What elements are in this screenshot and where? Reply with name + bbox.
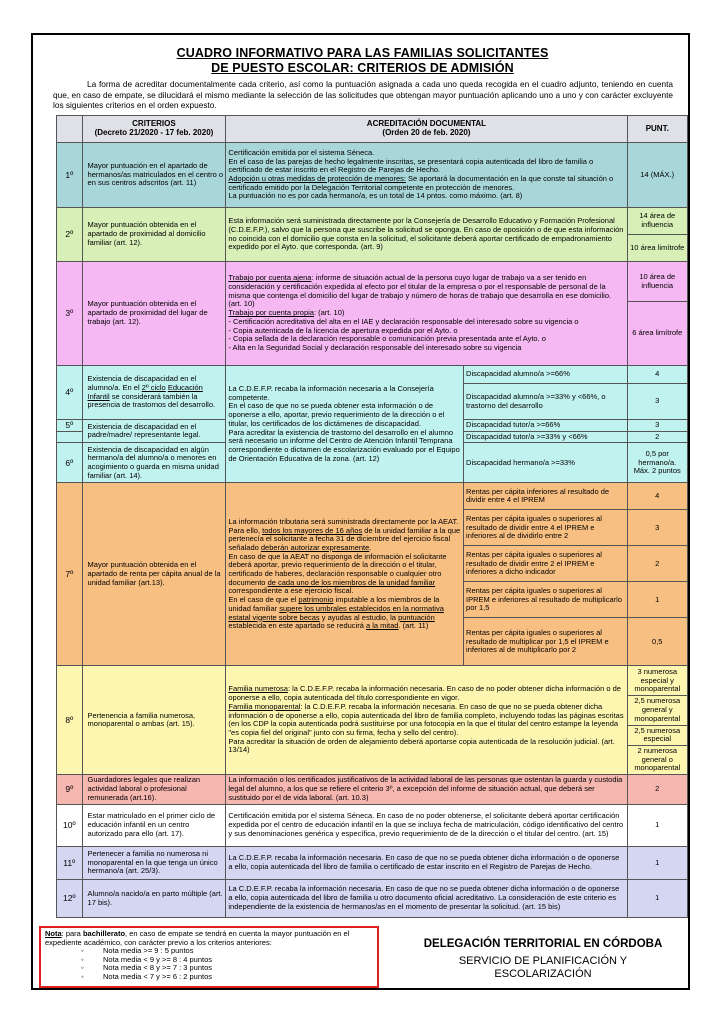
criteria-table xyxy=(56,115,688,918)
criterio-text: Estar matriculado en el primer ciclo de educación infantil en un centro autorizado para ello (art. 17). xyxy=(82,805,226,847)
acreditacion-text: Trabajo por cuenta ajena: informe de situación actual de la persona cuyo lugar de trabajo va a ser tenido en consideración y certificación expedida al efecto por el titular de la empresa o por el responsable de personal de la misma que contenga el domicilio del lugar de trabajo y número de horas de trabajo que desarrolla en ese domicilio. (art. 10) Trabajo por cuenta propia: (art. 10) - Certificación acreditativa del alta en el IAE y declaración responsable del interesado sobre su vigencia o - Copia autenticada de la licencia de apertura expedida por el Ayto. o - Copia sellada de la declaración responsable o comunicación previa presentada ante el Ayto. o - Alta en la Seguridad Social y declaración responsable del interesado sobre su vigencia xyxy=(226,262,627,366)
punt-value: 0,5 por hermano/a. Máx. 2 puntos xyxy=(627,443,688,483)
header-acreditacion: ACREDITACIÓN DOCUMENTAL (Orden 20 de feb. 2020) xyxy=(226,116,627,143)
punt-value: 3 numerosa especial y monoparental xyxy=(627,666,688,696)
row-number: 2º xyxy=(57,208,83,262)
punt-value: 10 área limítrofe xyxy=(627,235,688,262)
acreditacion-text: La información o los certificados justificativos de la actividad laboral de las personas que ostentan la guarda y custodia legal del alumno, a los que se refiere el criterio 3º, a excepción del informe de situación actual, que deberá ser sustituido por el de vida laboral. (art. 10.3) xyxy=(226,775,627,805)
acreditacion-text: La C.D.E.F.P. recaba la información necesaria a la Consejería competente. En el caso de que no se pueda obtener esta información o de oponerse a ello, aportar, previo requerimiento de la dirección o el titular, los certificados de los dictámenes de discapacidad. Para acreditar la existencia de trastorno del desarrollo en el alumno será necesario un informe del Centro de Atención Infantil Temprana correspondiente o dictamen de escolarización evaluado por el Equipo de Orientación Educativa de la zona. (art. 12) xyxy=(226,366,464,483)
criterio-text: Mayor puntuación obtenida en el apartado de proximidad del lugar de trabajo (art. 12). xyxy=(82,262,226,366)
sub-criterio: Discapacidad tutor/a >=66% xyxy=(464,420,627,432)
sub-criterio: Rentas per cápita iguales o superiores al resultado de multiplicar por 1,5 el IPREM e inferiores al de multiplicarlo por 2 xyxy=(464,618,627,666)
punt-value: 0,5 xyxy=(627,618,688,666)
header-punt: PUNT. xyxy=(627,116,688,143)
criterio-text: Mayor puntuación en el apartado de hermanos/as matriculados en el centro o en sus centros adscritos (art. 11) xyxy=(82,143,226,208)
punt-value: 1 xyxy=(627,805,688,847)
sub-criterio: Rentas per cápita inferiores al resultado de dividir entre 4 el IPREM xyxy=(464,483,627,510)
punt-value: 2 xyxy=(627,546,688,582)
header-criterios: CRITERIOS (Decreto 21/2020 - 17 feb. 2020) xyxy=(82,116,226,143)
criterio-text: Pertenencia a familia numerosa, monoparental o ambas (art. 15). xyxy=(82,666,226,775)
punt-value: 2 xyxy=(627,775,688,805)
row-number: 5º xyxy=(57,420,83,432)
punt-value: 1 xyxy=(627,880,688,918)
list-item: ◦ Nota media >= 9 : 5 puntos xyxy=(103,947,373,956)
acreditacion-text: Esta información será suministrada directamente por la Consejería de Desarrollo Educativo y Formación Profesional (C.D.E.F.P.), salvo que la persona que suscribe la solicitud se oponga. En caso de oposición o de que esta información no coincida con el domicilio que consta en la solicitud, el solicitante deberá aportar certificado de empadronamiento expedido por el Ayto. que corresponda. (art. 9) xyxy=(226,208,627,262)
row-number: 8º xyxy=(57,666,83,775)
sub-criterio: Discapacidad tutor/a >=33% y <66% xyxy=(464,431,627,443)
criterio-text: Alumno/a nacido/a en parto múltiple (art. 17 bis). xyxy=(82,880,226,918)
table-row-1 xyxy=(57,143,688,208)
punt-value: 2,5 numerosa especial xyxy=(627,725,688,745)
sub-criterio: Rentas per cápita iguales o superiores al IPREM e inferiores al resultado de multiplicarlo por 1,5 xyxy=(464,582,627,618)
acreditacion-text: Certificación emitida por el sistema Séneca. En el caso de las parejas de hecho legalmente inscritas, se presentará copia autenticada del libro de familia o certificado de estar inscrito en el Registro de Parejas de Hecho. Adopción u otras medidas de protección de menores: Se aportará la documentación en la que conste tal situación o certificado emitido por la Delegación Territorial competente en protección de menores. La puntuación no es por cada hermano/a, es un total de 14 pntos. como máximo. (art. 8) xyxy=(226,143,627,208)
row-number: 11º xyxy=(57,847,83,880)
table-row-12 xyxy=(57,880,688,918)
row-number: 4º xyxy=(57,366,83,420)
punt-value: 2 numerosa general o monoparental xyxy=(627,745,688,774)
criterio-text: Existencia de discapacidad en algún hermano/a del alumno/a o menores en acogimiento o guarda en misma unidad familiar (art. 14). xyxy=(82,443,226,483)
list-item: ◦ Nota media < 7 y >= 6 : 2 puntos xyxy=(103,973,373,982)
table-row-7 xyxy=(57,483,688,510)
table-row-11 xyxy=(57,847,688,880)
sub-criterio: Discapacidad alumno/a >=33% y <66%, o trastorno del desarrollo xyxy=(464,384,627,420)
acreditacion-text: La C.D.E.F.P. recaba la información necesaria. En caso de que no se pueda obtener dicha información o de oponerse a ello, copia autenticada del libro de familia o certificado de estar inscrito en el Registro de Parejas de Hecho. xyxy=(226,847,627,880)
punt-value: 2,5 numerosa general y monoparental xyxy=(627,696,688,725)
row-number: 7º xyxy=(57,483,83,666)
servicio-title: SERVICIO DE PLANIFICACIÓN Y ESCOLARIZACIÓN xyxy=(458,955,628,980)
delegacion-title: DELEGACIÓN TERRITORIAL EN CÓRDOBA xyxy=(423,938,663,950)
punt-value: 1 xyxy=(627,582,688,618)
page-title-line2: DE PUESTO ESCOLAR: CRITERIOS DE ADMISIÓN xyxy=(211,61,514,75)
punt-value: 6 área limítrofe xyxy=(627,302,688,366)
page-frame xyxy=(31,33,690,990)
row-number: 1º xyxy=(57,143,83,208)
table-row-2 xyxy=(57,208,688,235)
row-number: 9º xyxy=(57,775,83,805)
row-number: 3º xyxy=(57,262,83,366)
punt-value: 3 xyxy=(627,420,688,432)
row-number: 12º xyxy=(57,880,83,918)
page-title-line1: CUADRO INFORMATIVO PARA LAS FAMILIAS SOLICITANTES xyxy=(176,46,549,60)
table-row-10 xyxy=(57,805,688,847)
criterio-text: Mayor puntuación obtenida en el apartado de renta per cápita anual de la unidad familiar (art.13). xyxy=(82,483,226,666)
table-row-8 xyxy=(57,666,688,696)
row-number: 6º xyxy=(57,443,83,483)
header-num xyxy=(57,116,83,143)
table-row-4 xyxy=(57,366,688,384)
acreditacion-text: La información tributaria será suministrada directamente por la AEAT. Para ello, todos los mayores de 16 años de la unidad familiar a la que pertenecía el solicitante a fecha 31 de diciembre del ejercicio fiscal señalado deberán autorizar expresamente. En caso de que la AEAT no disponga de información el solicitante deberá aportar, previo requerimiento de la dirección o el titular, certificado de haberes, declaración responsable o cualquier otro documento de cada uno de los miembros de la unidad familiar correspondiente a ese ejercicio fiscal. En el caso de que el patrimonio imputable a los miembros de la unidad familiar supere los umbrales establecidos en la normativa estatal vigente sobre becas y ayudas al estudio, la puntuación establecida en este apartado se reducirá a la mitad. (art. 11) xyxy=(226,483,464,666)
punt-value: 14 (MÁX.) xyxy=(627,143,688,208)
list-item: ◦ Nota media < 9 y >= 8 : 4 puntos xyxy=(103,956,373,965)
list-item: ◦ Nota media < 8 y >= 7 : 3 puntos xyxy=(103,964,373,973)
criterio-text: Pertenecer a familia no numerosa ni monoparental en la que tenga un único hermano/a (art. 25/3). xyxy=(82,847,226,880)
sub-criterio: Discapacidad alumno/a >=66% xyxy=(464,366,627,384)
acreditacion-text: Certificación emitida por el sistema Séneca. En caso de no poder obtenerse, el solicitante deberá aportar certificación expedida por el centro de educación infantil en la que se incluya fecha de matriculación, código identificativo del centro y sus denominaciones genérica y específica, previo requerimiento de de la dirección o el titular del centro. (art. 15) xyxy=(226,805,627,847)
sub-criterio: Discapacidad hermano/a >=33% xyxy=(464,443,627,483)
acreditacion-text: La C.D.E.F.P. recaba la información necesaria. En caso de que no se pueda obtener dicha información o de oponerse a ello, copia autenticada del libro de familia u otro documento oficial acreditativo. La consideración de este criterio es independiente de la existencia de hermanos/as en el momento de presentar la solicitud. (art. 15 bis) xyxy=(226,880,627,918)
row-number: 10º xyxy=(57,805,83,847)
punt-value: 10 área de influencia xyxy=(627,262,688,302)
punt-value: 1 xyxy=(627,847,688,880)
criterio-text: Mayor puntuación obtenida en el apartado de proximidad al domicilio familiar (art. 12). xyxy=(82,208,226,262)
criterio-text: Existencia de discapacidad en el padre/madre/ representante legal. xyxy=(82,420,226,443)
criterio-text: Guardadores legales que realizan actividad laboral o profesional remunerada (art.16). xyxy=(82,775,226,805)
punt-value: 3 xyxy=(627,384,688,420)
acreditacion-text: Familia numerosa: la C.D.E.F.P. recaba la información necesaria. En caso de no poder obtener dicha información o de oponerse a ello, copia autenticada del título correspondiente en vigor. Familia monoparental: la C.D.E.F.P. recaba la información necesaria. En caso de que no se pueda obtener dicha información o de oponerse a ello, copia autenticada del libro de familia completo, incluyendo todas las páginas escritas (en los CDP la copia autenticada podrá sustituirse por una fotocopia en la que el titular del centro estampe la leyenda "es copia fiel del original" junto con su firma, fecha y sello del centro). Para acreditar la situación de orden de alejamiento deberá aportarse copia autenticada de la resolución judicial. (art. 13/14) xyxy=(226,666,627,775)
bachillerato-note: Nota: para bachillerato, en caso de empate se tendrá en cuenta la mayor puntuación en el expediente académico, con carácter previo a los criterios anteriores: ◦ Nota media >= 9 : 5 puntos ◦ Nota media < 9 y >= 8 : 4 puntos ◦ Nota media < 8 y >= 7 : 3 puntos ◦ Nota media < 7 y >= 6 : 2 puntos xyxy=(39,926,379,988)
punt-value: 4 xyxy=(627,366,688,384)
table-row-9 xyxy=(57,775,688,805)
punt-value: 2 xyxy=(627,431,688,443)
punt-value: 14 área de influencia xyxy=(627,208,688,235)
table-row-3 xyxy=(57,262,688,302)
note-list xyxy=(45,947,373,981)
sub-criterio: Rentas per cápita iguales o superiores al resultado de dividir entre 2 el IPREM e inferiores a dicho indicador xyxy=(464,546,627,582)
punt-value: 3 xyxy=(627,510,688,546)
punt-value: 4 xyxy=(627,483,688,510)
sub-criterio: Rentas per cápita iguales o superiores al resultado de dividir entre 4 el IPREM e inferiores al de dividirlo entre 2 xyxy=(464,510,627,546)
criterio-text: Existencia de discapacidad en el alumno/a. En el 2º ciclo Educación Infantil se considerará también la presencia de trastornos del desarrollo. xyxy=(82,366,226,420)
table-header-row xyxy=(57,116,688,143)
intro-paragraph: La forma de acreditar documentalmente cada criterio, así como la puntuación asignada a cada uno queda recogida en el cuadro adjunto, teniendo en cuenta que, en caso de empate, se dilucidará el mismo mediante la selección de las solicitudes que obtengan mayor puntuación aplicando uno a uno y con carácter excluyente los siguientes criterios en el orden expuesto. xyxy=(53,79,673,110)
